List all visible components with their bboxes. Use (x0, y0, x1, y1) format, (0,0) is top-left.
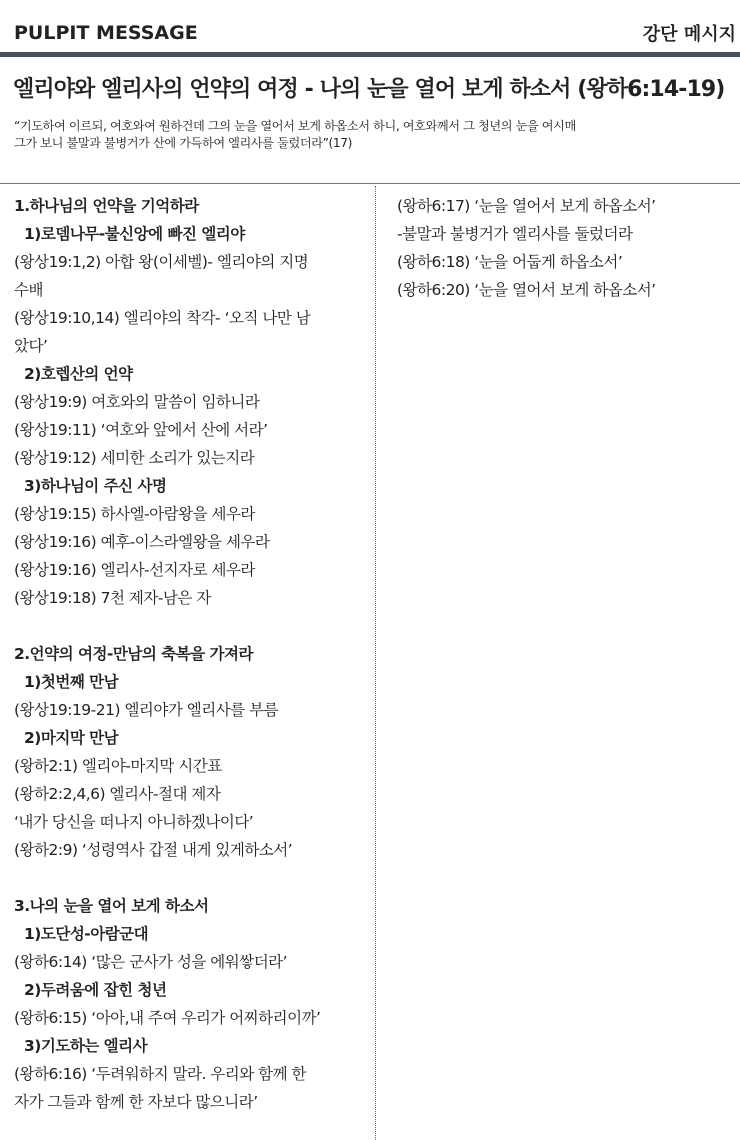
key-verse-line: “기도하여 이르되, 여호와여 원하건데 그의 눈을 열어서 보게 하옵소서 하니, 여호와께서 그 청년의 눈을 여시매 (14, 119, 576, 133)
outline-line: (왕하6:16) ‘두려워하지 말라. 우리와 함께 한 (14, 1065, 306, 1083)
outline-line: (왕상19:16) 엘리사-선지자로 세우라 (14, 561, 255, 579)
outline-line: 았다’ (14, 337, 48, 355)
outline-line: (왕상19:9) 여호와의 말씀이 임하니라 (14, 393, 260, 411)
subsection-heading: 1)첫번째 만남 (24, 673, 119, 691)
right-column (397, 192, 732, 304)
outline-line: (왕하6:20) ‘눈을 열어서 보게 하옵소서’ (397, 281, 656, 299)
subsection-heading: 3)기도하는 엘리사 (24, 1037, 148, 1055)
outline-line: (왕상19:11) ‘여호와 앞에서 산에 서라’ (14, 421, 268, 439)
spacer (14, 612, 369, 640)
section-heading: 2.언약의 여정-만남의 축복을 가져라 (14, 645, 253, 663)
section-heading: 1.하나님의 언약을 기억하라 (14, 197, 199, 215)
outline-line: -불말과 불병거가 엘리사를 둘렀더라 (397, 225, 633, 243)
outline-line: (왕하2:9) ‘성령역사 갑절 내게 있게하소서’ (14, 841, 293, 859)
outline-line: (왕하2:1) 엘리야-마지막 시간표 (14, 757, 222, 775)
outline-line: (왕상19:12) 세미한 소리가 있는지라 (14, 449, 255, 467)
section-heading: 3.나의 눈을 열어 보게 하소서 (14, 897, 209, 915)
subsection-heading: 2)두려움에 잡힌 청년 (24, 981, 167, 999)
header-divider (0, 52, 740, 57)
subsection-heading: 1)로뎀나무-불신앙에 빠진 엘리야 (24, 225, 245, 243)
outline-line: 자가 그들과 함께 한 자보다 많으니라’ (14, 1093, 258, 1111)
subsection-heading: 2)마지막 만남 (24, 729, 119, 747)
page-header (14, 20, 736, 46)
sermon-title: 엘리야와 엘리사의 언약의 여정 - 나의 눈을 열어 보게 하소서 (왕하6:14-19) (13, 77, 725, 102)
outline-line: (왕상19:16) 예후-이스라엘왕을 세우라 (14, 533, 270, 551)
outline-line: (왕하6:18) ‘눈을 어둡게 하옵소서’ (397, 253, 623, 271)
outline-line: ‘내가 당신을 떠나지 아니하겠나이다’ (14, 813, 254, 831)
key-verse-line: 그가 보니 불말과 불병거가 산에 가득하여 엘리사를 둘렀더라”(17) (14, 136, 352, 150)
outline-line: 수배 (14, 281, 43, 299)
key-verse (14, 118, 576, 152)
subsection-heading: 3)하나님이 주신 사명 (24, 477, 167, 495)
subsection-heading: 1)도단성-아람군대 (24, 925, 149, 943)
subsection-heading: 2)호렙산의 언약 (24, 365, 133, 383)
outline-line: (왕상19:1,2) 아합 왕(이세벨)- 엘리야의 지명 (14, 253, 309, 271)
column-divider (375, 186, 376, 1140)
outline-line: (왕하6:14) ‘많은 군사가 성을 에워쌓더라’ (14, 953, 288, 971)
outline-line: (왕상19:18) 7천 제자-남은 자 (14, 589, 211, 607)
outline-line: (왕상19:15) 하사엘-아람왕을 세우라 (14, 505, 255, 523)
outline-line: (왕상19:10,14) 엘리야의 착각- ‘오직 나만 남 (14, 309, 311, 327)
header-title-ko: 강단 메시지 (642, 24, 736, 45)
spacer (14, 864, 369, 892)
outline-line: (왕하6:17) ‘눈을 열어서 보게 하옵소서’ (397, 197, 656, 215)
section-divider (0, 183, 740, 184)
outline-line: (왕하6:15) ‘아아,내 주여 우리가 어찌하리이까’ (14, 1009, 321, 1027)
header-title-en: PULPIT MESSAGE (14, 22, 198, 44)
left-column (14, 192, 369, 1116)
outline-line: (왕하2:2,4,6) 엘리사-절대 제자 (14, 785, 221, 803)
outline-line: (왕상19:19-21) 엘리야가 엘리사를 부름 (14, 701, 279, 719)
